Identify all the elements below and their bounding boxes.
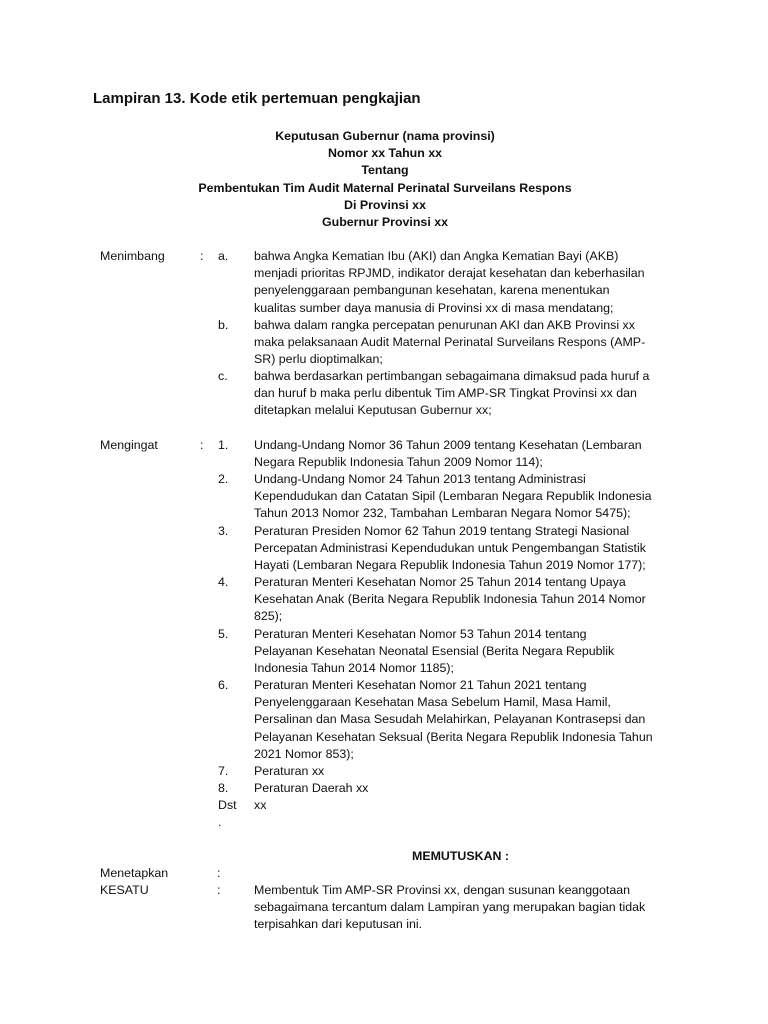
item-text-line: xx xyxy=(254,798,267,812)
item-text-line: Peraturan Daerah xx xyxy=(254,781,369,795)
kesatu-text-line: terpisahkan dari keputusan ini. xyxy=(254,917,423,932)
menimbang-colon: : xyxy=(200,249,204,263)
mengingat-label: Mengingat xyxy=(100,438,158,452)
item-marker: 2. xyxy=(218,472,229,486)
item-text-line: maka pelaksanaan Audit Maternal Perinatal Surveilans Respons (AMP- xyxy=(254,335,646,350)
item-text xyxy=(254,574,670,626)
item-text-line: kualitas sumber daya manusia di Provinsi xx di masa mendatang; xyxy=(254,300,614,315)
decree-province-line: Di Provinsi xx xyxy=(344,197,426,212)
item-text-line: bahwa Angka Kematian Ibu (AKI) dan Angka Kematian Bayi (AKB) xyxy=(254,249,619,263)
item-text-line: Indonesia Tahun 2014 Nomor 1185); xyxy=(254,661,454,676)
menetapkan-label: Menetapkan xyxy=(100,866,169,880)
item-text xyxy=(254,248,670,317)
decree-subject-line: Pembentukan Tim Audit Maternal Perinatal Surveilans Respons xyxy=(198,180,572,195)
item-marker: 7. xyxy=(218,764,229,778)
item-marker: . xyxy=(218,815,222,829)
appendix-heading: Lampiran 13. Kode etik pertemuan pengkajian xyxy=(93,90,421,107)
item-text xyxy=(254,677,670,763)
item-text-line: ditetapkan melalui Keputusan Gubernur xx; xyxy=(254,403,492,418)
item-text-line: Undang-Undang Nomor 24 Tahun 2013 tentang Administrasi xyxy=(254,472,586,486)
item-text-line: Hayati (Lembaran Negara Republik Indonesia Tahun 2019 Nomor 177); xyxy=(254,558,646,573)
item-text-line: Kependudukan dan Catatan Sipil (Lembaran Negara Republik Indonesia xyxy=(254,489,652,504)
item-text xyxy=(254,437,670,471)
item-text xyxy=(254,317,670,369)
item-text-line: Undang-Undang Nomor 36 Tahun 2009 tentang Kesehatan (Lembaran xyxy=(254,438,642,452)
item-marker: 8. xyxy=(218,781,229,795)
item-text-line: 2021 Nomor 853); xyxy=(254,746,354,761)
memutuskan-heading: MEMUTUSKAN : xyxy=(412,849,510,863)
decree-number-line: Nomor xx Tahun xx xyxy=(327,146,443,161)
item-marker: b. xyxy=(218,318,229,332)
item-text-line: Persalinan dan Masa Sesudah Melahirkan, Pelayanan Kontrasepsi dan xyxy=(254,712,646,727)
item-text-line: SR) perlu dioptimalkan; xyxy=(254,352,383,367)
kesatu-text-line: Membentuk Tim AMP-SR Provinsi xx, dengan susunan keanggotaan xyxy=(254,883,631,897)
item-marker: 1. xyxy=(218,438,229,452)
item-text-line: Peraturan xx xyxy=(254,764,325,778)
item-text xyxy=(254,626,670,678)
item-text xyxy=(254,368,670,420)
item-text-line: Percepatan Administrasi Kependudukan untuk Pengembangan Statistik xyxy=(254,541,646,556)
item-text-line: Pelayanan Kesehatan Neonatal Esensial (Berita Negara Republik xyxy=(254,644,615,659)
item-marker: c. xyxy=(218,369,228,383)
menimbang-label: Menimbang xyxy=(100,249,165,263)
item-text-line: Kesehatan Anak (Berita Negara Republik Indonesia Tahun 2014 Nomor xyxy=(254,592,646,607)
item-marker: Dst xyxy=(218,798,237,812)
item-text-line: bahwa berdasarkan pertimbangan sebagaimana dimaksud pada huruf a xyxy=(254,369,650,383)
item-text-line: Peraturan Menteri Kesehatan Nomor 21 Tahun 2021 tentang xyxy=(254,678,587,692)
decree-governor-line: Gubernur Provinsi xx xyxy=(321,215,448,230)
kesatu-colon: : xyxy=(217,883,221,897)
item-text-line: dan huruf b maka perlu dibentuk Tim AMP-SR Tingkat Provinsi xx dan xyxy=(254,386,637,401)
kesatu-text xyxy=(254,882,670,934)
kesatu-text-line: sebagaimana tercantum dalam Lampiran yang merupakan bagian tidak xyxy=(254,900,646,915)
kesatu-label: KESATU xyxy=(100,883,149,897)
decree-title-line: Keputusan Gubernur (nama provinsi) xyxy=(275,129,495,143)
item-text-line: penyelenggaraan pembangunan kesehatan, karena menentukan xyxy=(254,283,610,298)
item-marker: a. xyxy=(218,249,229,263)
menetapkan-colon: : xyxy=(217,866,221,880)
item-text xyxy=(254,797,670,814)
item-marker: 4. xyxy=(218,575,229,589)
item-text-line: Pelayanan Kesehatan Seksual (Berita Negara Republik Indonesia Tahun xyxy=(254,729,653,744)
decree-about-line: Tentang xyxy=(361,163,409,178)
item-text-line: Peraturan Menteri Kesehatan Nomor 25 Tahun 2014 tentang Upaya xyxy=(254,575,626,589)
decree-title-block xyxy=(100,128,670,231)
item-text-line: Peraturan Presiden Nomor 62 Tahun 2019 tentang Strategi Nasional xyxy=(254,524,630,538)
item-text xyxy=(254,523,670,575)
item-text-line: bahwa dalam rangka percepatan penurunan AKI dan AKB Provinsi xx xyxy=(254,318,635,332)
item-text-line: 825); xyxy=(254,609,283,624)
item-text-line: Negara Republik Indonesia Tahun 2009 Nomor 114); xyxy=(254,455,543,470)
item-text-line: Penyelenggaraan Kesehatan Masa Sebelum Hamil, Masa Hamil, xyxy=(254,695,611,710)
item-marker: 3. xyxy=(218,524,229,538)
item-text-line: Tahun 2013 Nomor 232, Tambahan Lembaran Negara Nomor 5475); xyxy=(254,506,631,521)
item-text xyxy=(254,780,670,797)
item-text-line: menjadi prioritas RPJMD, indikator derajat kesehatan dan keberhasilan xyxy=(254,266,645,281)
item-text xyxy=(254,763,670,780)
item-marker: 6. xyxy=(218,678,229,692)
mengingat-colon: : xyxy=(200,438,204,452)
item-marker: 5. xyxy=(218,627,229,641)
item-text xyxy=(254,471,670,523)
item-text-line: Peraturan Menteri Kesehatan Nomor 53 Tahun 2014 tentang xyxy=(254,627,587,641)
